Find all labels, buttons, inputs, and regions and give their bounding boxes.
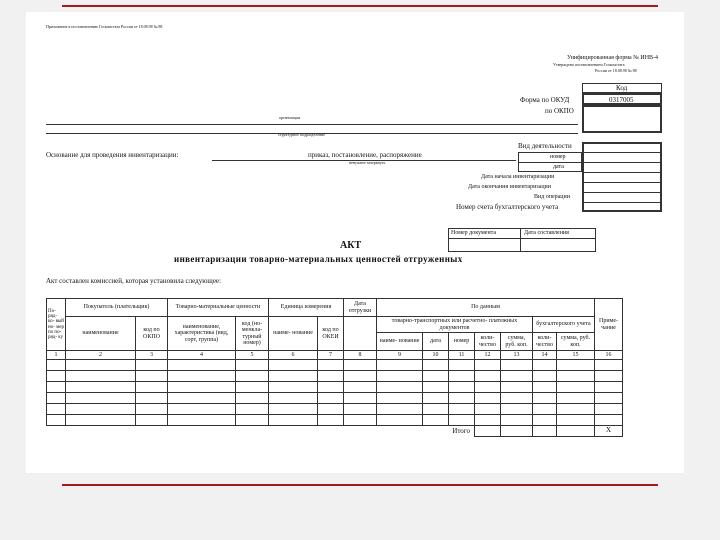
doc-number-label: Номер документа bbox=[451, 230, 497, 236]
th-unit-name: наиме- нование bbox=[269, 317, 318, 351]
th-ttn-name: наиме- нование bbox=[377, 333, 423, 351]
table-row bbox=[47, 404, 623, 415]
codes-stack-line bbox=[582, 182, 662, 183]
codes-stack-line bbox=[582, 202, 662, 203]
codes-stack-line bbox=[582, 152, 662, 153]
dept-caption: структурное подразделение bbox=[278, 132, 326, 137]
slide-top-line bbox=[62, 5, 658, 7]
th-ttn: товарно-транспортных или расчетно- платежных документов bbox=[377, 317, 533, 333]
act-title: АКТ bbox=[340, 240, 362, 251]
org-caption: организация bbox=[279, 115, 301, 120]
basis-value: приказ, постановление, распоряжение bbox=[308, 151, 422, 159]
th-tmc-num: код (но- менкла- турный номер) bbox=[236, 317, 269, 351]
account-label: Номер счета бухгалтерского учета bbox=[456, 203, 559, 211]
document-page bbox=[26, 12, 684, 473]
inventory-table bbox=[46, 298, 623, 437]
colnum: 7 bbox=[318, 351, 344, 360]
form-approved-line1: Утверждена постановлением Госкомстата bbox=[553, 62, 625, 67]
doc-box-line bbox=[448, 238, 596, 239]
table-row bbox=[47, 371, 623, 382]
colnum: 16 bbox=[595, 351, 623, 360]
codes-stack-line bbox=[582, 192, 662, 193]
colnum: 8 bbox=[344, 351, 377, 360]
basis-label: Основание для проведения инвентаризации: bbox=[46, 151, 179, 159]
th-acc-sum: сумма, руб. коп. bbox=[557, 333, 595, 351]
doc-date-label: Дата составления bbox=[524, 230, 569, 236]
colnum: 9 bbox=[377, 351, 423, 360]
th-acc-qty: коли- чество bbox=[533, 333, 557, 351]
code-head: Код bbox=[616, 84, 628, 92]
basis-caption: ненужное зачеркнуть bbox=[349, 160, 386, 165]
th-ship-date: Дата отгрузки bbox=[344, 299, 377, 317]
date-label: дата bbox=[553, 164, 564, 170]
colnum: 2 bbox=[66, 351, 136, 360]
table-row bbox=[47, 415, 623, 426]
doc-box-divider bbox=[520, 228, 521, 252]
th-tmc-name: наименование, характеристика (вид, сорт, группа) bbox=[168, 317, 236, 351]
intro-text: Акт составлен комиссией, которая установила следующее: bbox=[46, 277, 221, 285]
th-note: Приме- чание bbox=[595, 299, 623, 351]
table-row bbox=[47, 393, 623, 404]
table-row bbox=[47, 360, 623, 371]
form-approved-line2: России от 18.08.98 № 88 bbox=[595, 68, 637, 73]
colnum: 14 bbox=[533, 351, 557, 360]
colnum: 12 bbox=[475, 351, 501, 360]
slide-bottom-line bbox=[62, 484, 658, 486]
code-head-cell bbox=[582, 83, 662, 93]
codes-stack-line bbox=[582, 162, 662, 163]
colnum: 13 bbox=[501, 351, 533, 360]
colnum: 10 bbox=[423, 351, 449, 360]
th-unit: Единица измерения bbox=[269, 299, 344, 317]
colnum: 3 bbox=[136, 351, 168, 360]
th-tmc: Товарно-материальные ценности bbox=[168, 299, 269, 317]
inv-end-label: Дата окончания инвентаризации bbox=[468, 184, 551, 190]
form-unified: Унифицированная форма № ИНВ-4 bbox=[567, 55, 659, 61]
inv-start-label: Дата начала инвентаризации bbox=[481, 174, 555, 180]
th-acc: бухгалтерского учета bbox=[533, 317, 595, 333]
okud-label: Форма по ОКУД bbox=[520, 96, 570, 104]
codes-stack-line bbox=[582, 172, 662, 173]
th-num: По- ряд- ко- вый но- мер по по- ряд- ку bbox=[47, 299, 66, 351]
th-buyer: Покупатель (плательщик) bbox=[66, 299, 168, 317]
operation-label: Вид операции bbox=[534, 194, 570, 200]
colnum: 15 bbox=[557, 351, 595, 360]
okpo-cell bbox=[582, 105, 662, 133]
act-subtitle: инвентаризации товарно-материальных ценностей отгруженных bbox=[174, 254, 463, 264]
th-unit-code: код по ОКЕИ bbox=[318, 317, 344, 351]
total-mark: Х bbox=[595, 426, 623, 437]
number-date-line bbox=[518, 162, 582, 163]
total-label: Итого bbox=[452, 426, 470, 435]
activity-label: Вид деятельности bbox=[518, 142, 572, 150]
th-ship-date-cell bbox=[344, 317, 377, 351]
header-note: Приложение к постановлению Госкомстата России от 18.08.98 № 88 bbox=[46, 24, 163, 29]
org-line bbox=[46, 124, 578, 125]
colnum-row bbox=[47, 351, 623, 360]
th-ttn-sum: сумма, руб. коп. bbox=[501, 333, 533, 351]
okpo-label: по ОКПО bbox=[545, 107, 574, 115]
okud-cell bbox=[582, 93, 662, 105]
total-row bbox=[47, 426, 623, 437]
th-ttn-date: дата bbox=[423, 333, 449, 351]
th-ttn-qty: коли- чество bbox=[475, 333, 501, 351]
colnum: 5 bbox=[236, 351, 269, 360]
colnum: 6 bbox=[269, 351, 318, 360]
colnum: 4 bbox=[168, 351, 236, 360]
number-label: номер bbox=[550, 154, 566, 160]
th-ttn-num: номер bbox=[449, 333, 475, 351]
colnum: 1 bbox=[47, 351, 66, 360]
th-buyer-code: код по ОКПО bbox=[136, 317, 168, 351]
colnum: 11 bbox=[449, 351, 475, 360]
th-buyer-name: наименование bbox=[66, 317, 136, 351]
table-row bbox=[47, 382, 623, 393]
okud-value: 0317005 bbox=[609, 96, 634, 104]
th-data: По данным bbox=[377, 299, 595, 317]
